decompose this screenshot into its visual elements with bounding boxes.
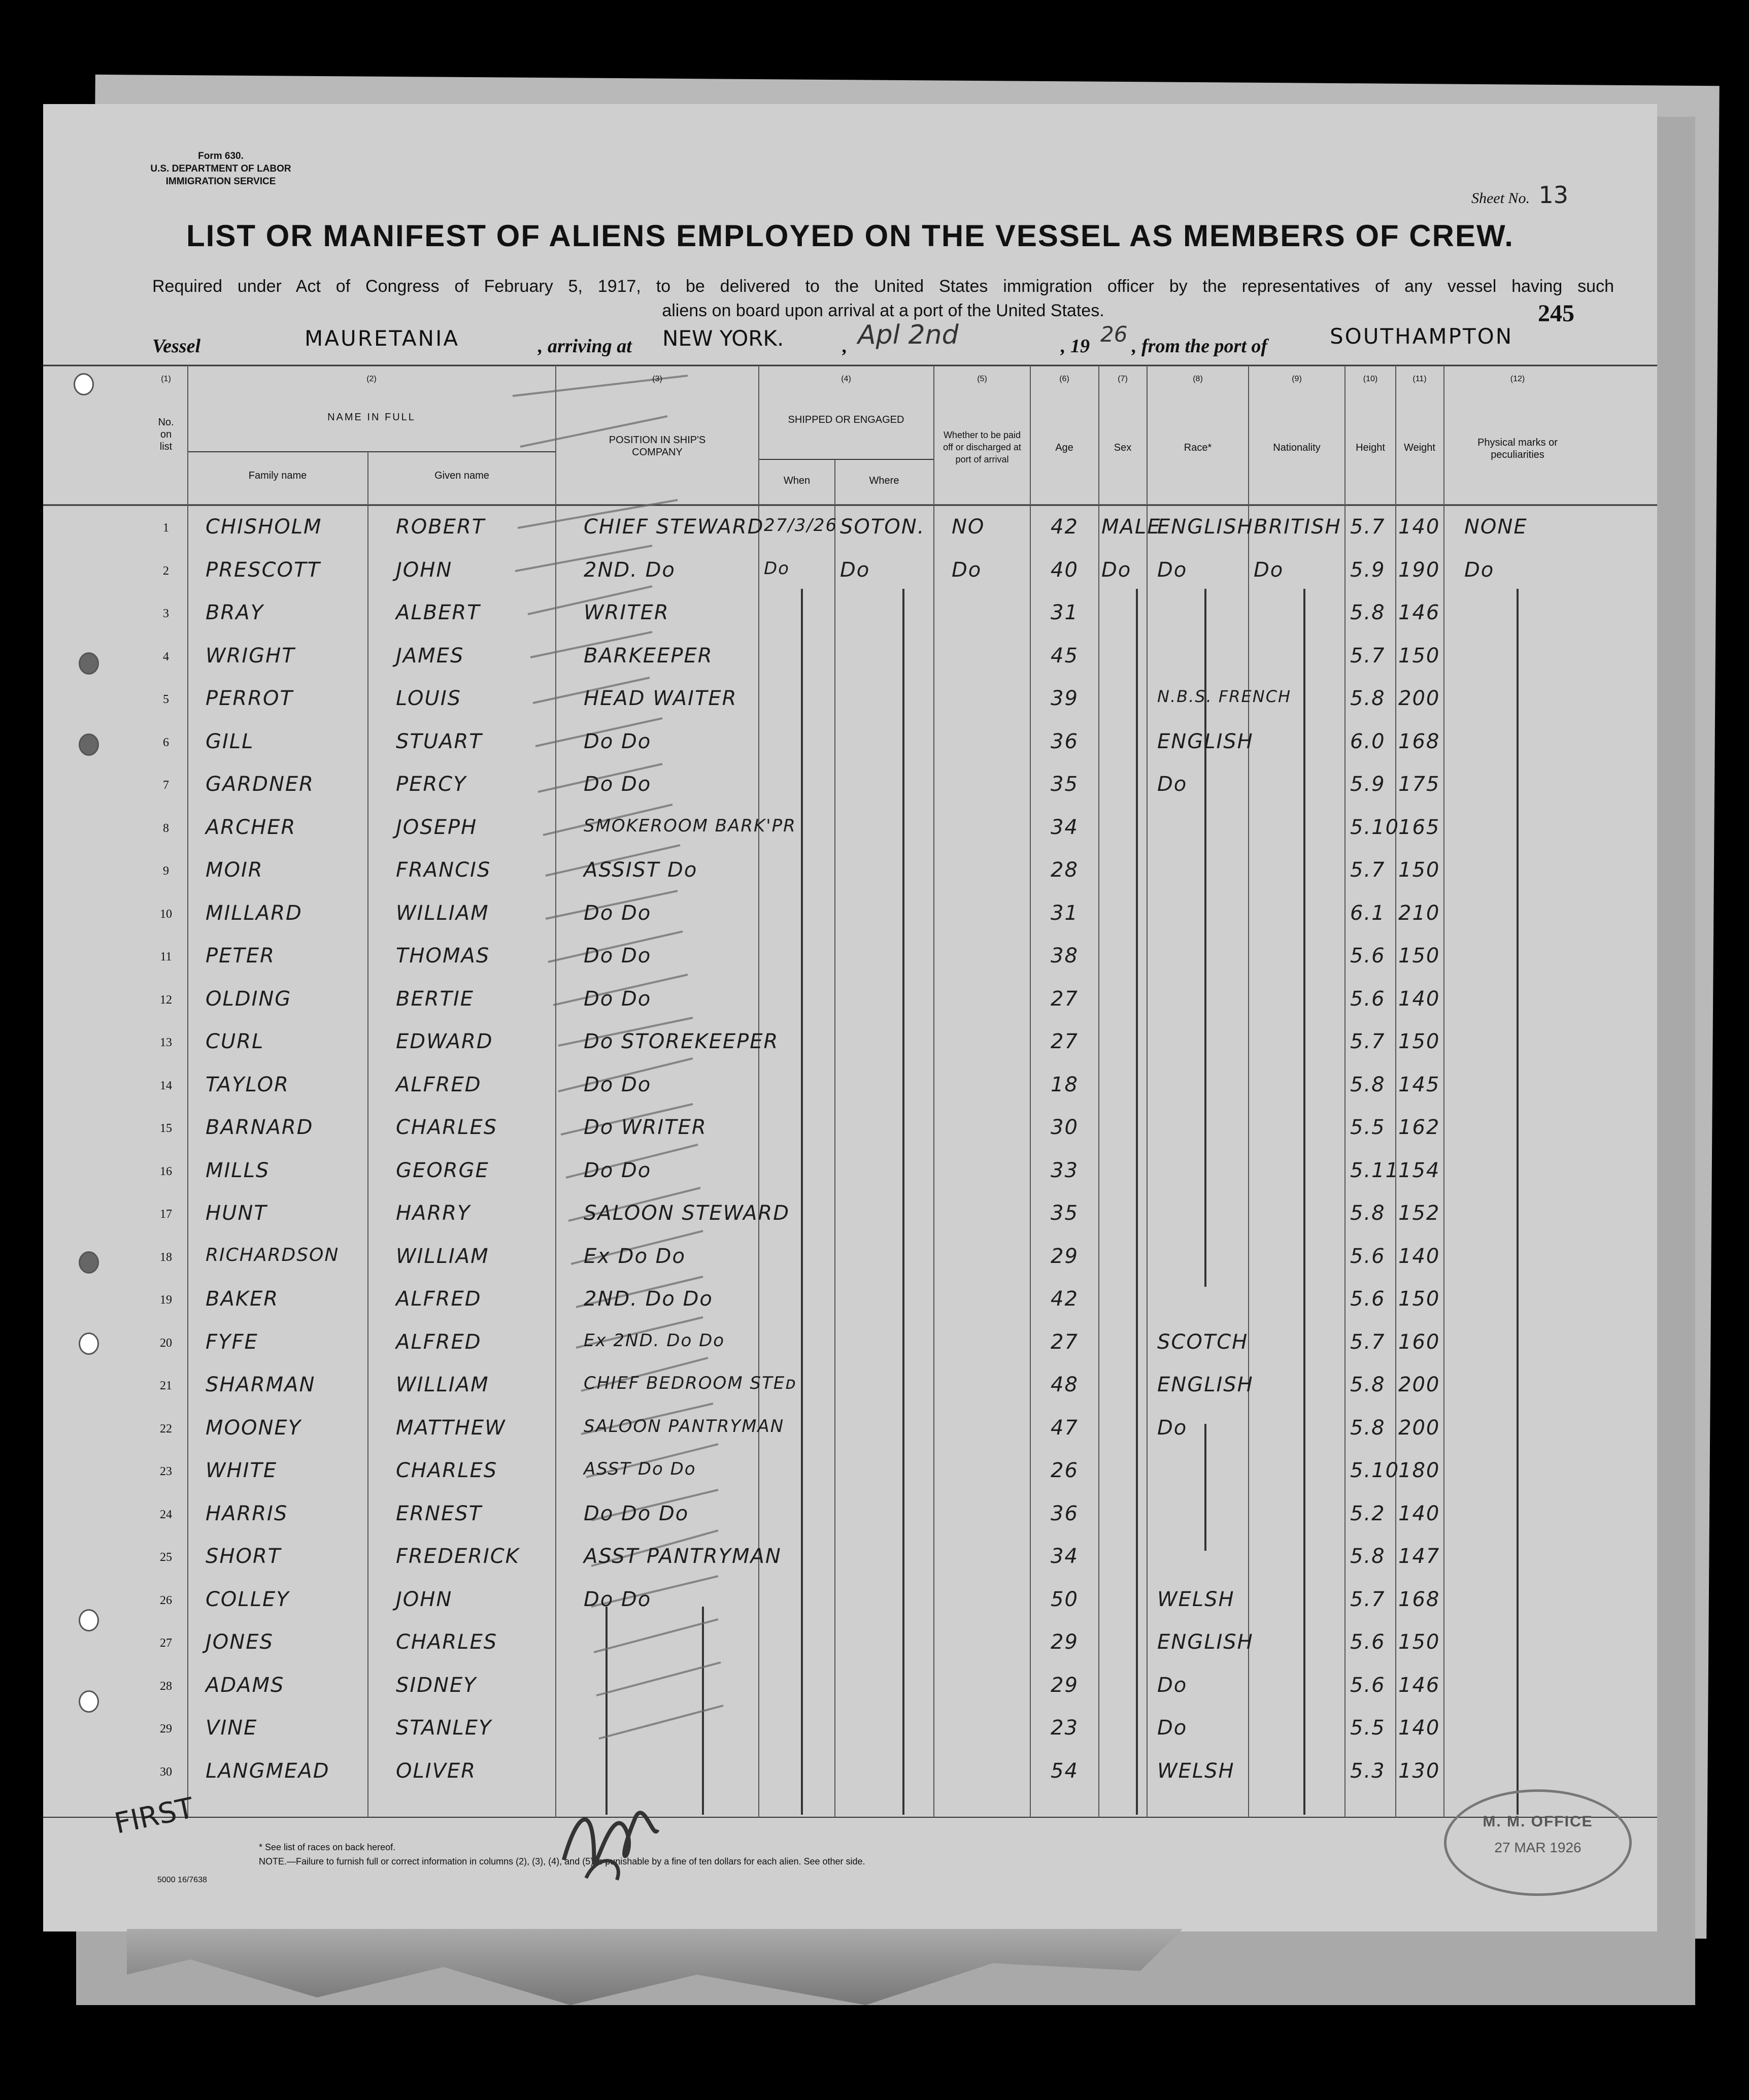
col-8-number: (8) (1193, 375, 1203, 383)
given-name: JOHN (396, 558, 453, 582)
position: 2ND. Do Do (584, 1287, 713, 1311)
row-number: 24 (160, 1508, 172, 1521)
family-name: TAYLOR (206, 1073, 289, 1096)
requirement-line-1: Required under Act of Congress of February 5, 1917, to be delivered to the United States immigration officer by the representatives of any vessel having such (152, 277, 1614, 296)
row-number: 30 (160, 1765, 172, 1779)
row-number: 22 (160, 1422, 172, 1436)
from-label: , from the port of (1132, 336, 1268, 357)
family-name: WRIGHT (206, 644, 295, 668)
family-name: BRAY (206, 601, 264, 624)
weight: 168 (1398, 1587, 1440, 1611)
footnote-note: NOTE.—Failure to furnish full or correct information in columns (2), (3), (4), and (5) is punishable by a fine of ten dollars for each alien. See other side. (259, 1856, 865, 1866)
weight: 150 (1398, 644, 1440, 668)
weight: 146 (1398, 1673, 1440, 1697)
height: 5.11 (1350, 1158, 1400, 1182)
weight: 150 (1398, 944, 1440, 968)
header-when: When (783, 475, 811, 486)
age: 33 (1051, 1158, 1079, 1182)
height: 5.7 (1350, 1330, 1386, 1354)
position: Do Do (584, 1158, 652, 1182)
family-name: HARRIS (206, 1502, 288, 1525)
height: 5.10 (1350, 1459, 1400, 1482)
given-name: FRANCIS (396, 858, 491, 882)
family-name: OLDING (206, 987, 292, 1011)
age: 28 (1051, 858, 1079, 882)
weight: 154 (1398, 1158, 1440, 1182)
header-weight: Weight (1404, 442, 1435, 453)
row-number: 23 (160, 1465, 172, 1478)
row-number: 15 (160, 1122, 172, 1135)
height: 5.6 (1350, 987, 1386, 1011)
weight: 165 (1398, 815, 1440, 839)
age: 27 (1051, 1330, 1079, 1354)
col-2-number: (2) (366, 375, 377, 383)
arriving-port: NEW YORK. (662, 326, 784, 351)
age: 31 (1051, 901, 1079, 925)
weight: 152 (1398, 1202, 1440, 1225)
weight: 140 (1398, 1716, 1440, 1740)
weight: 180 (1398, 1459, 1440, 1482)
header-where: Where (869, 475, 899, 486)
position: Do Do (584, 987, 652, 1011)
position: WRITER (584, 601, 669, 624)
signature-ink (545, 1769, 668, 1891)
weight: 146 (1398, 601, 1440, 624)
row-number: 5 (163, 693, 169, 706)
age: 27 (1051, 1030, 1079, 1053)
col-7-number: (7) (1118, 375, 1128, 383)
age: 26 (1051, 1459, 1079, 1482)
given-name: THOMAS (396, 944, 490, 968)
position: SALOON PANTRYMAN (584, 1416, 785, 1437)
weight: 200 (1398, 687, 1440, 710)
age: 18 (1051, 1073, 1079, 1096)
position: Do Do (584, 773, 652, 796)
print-code: 5000 16/7638 (157, 1876, 207, 1884)
age: 54 (1051, 1759, 1079, 1783)
punch-hole (79, 1332, 99, 1355)
year-value: 26 (1100, 322, 1128, 347)
height: 5.9 (1350, 558, 1386, 582)
age: 36 (1051, 1502, 1079, 1525)
family-name: COLLEY (206, 1587, 290, 1611)
row-number: 9 (163, 864, 169, 878)
family-name: SHORT (206, 1545, 282, 1568)
header-sex: Sex (1114, 442, 1132, 453)
position: CHIEF STEWARD (584, 515, 764, 539)
given-name: ALFRED (396, 1073, 482, 1096)
row-number: 11 (160, 950, 172, 963)
col-12-number: (12) (1510, 375, 1525, 383)
given-name: CHARLES (396, 1116, 498, 1139)
arrival-date: Apl 2nd (858, 320, 959, 350)
race: ENGLISH (1157, 1630, 1254, 1654)
col-3-number: (3) (652, 375, 662, 383)
height: 5.8 (1350, 1416, 1386, 1440)
weight: 140 (1398, 987, 1440, 1011)
race: Do (1157, 773, 1188, 796)
family-name: PERROT (206, 687, 293, 710)
col-10-number: (10) (1363, 375, 1378, 383)
age: 34 (1051, 815, 1079, 839)
header-family-name: Family name (248, 470, 307, 481)
family-name: WHITE (206, 1459, 278, 1482)
height: 6.0 (1350, 729, 1386, 753)
height: 5.6 (1350, 1244, 1386, 1268)
weight: 175 (1398, 773, 1440, 796)
age: 39 (1051, 687, 1079, 710)
family-name: LANGMEAD (206, 1759, 330, 1783)
position: ASSIST Do (584, 858, 698, 882)
given-name: GEORGE (396, 1158, 489, 1182)
height: 5.5 (1350, 1116, 1386, 1139)
height: 5.8 (1350, 1373, 1386, 1396)
given-name: FREDERICK (396, 1545, 520, 1568)
row-number: 13 (160, 1036, 172, 1049)
race: WELSH (1157, 1587, 1235, 1611)
row-number: 3 (163, 607, 169, 620)
weight: 168 (1398, 729, 1440, 753)
weight: 162 (1398, 1116, 1440, 1139)
height: 5.6 (1350, 1630, 1386, 1654)
position: BARKEEPER (584, 644, 713, 668)
age: 48 (1051, 1373, 1079, 1396)
paid-off: NO (952, 515, 985, 539)
row-number: 20 (160, 1336, 172, 1350)
race: WELSH (1157, 1759, 1235, 1783)
row-number: 18 (160, 1250, 172, 1264)
age: 42 (1051, 1287, 1079, 1311)
given-name: LOUIS (396, 687, 462, 710)
header-no-on-list: No. on list (158, 417, 174, 452)
position: Do WRITER (584, 1116, 707, 1139)
given-name: CHARLES (396, 1630, 498, 1654)
arriving-label: , arriving at (538, 336, 632, 357)
row-number: 26 (160, 1593, 172, 1607)
age: 45 (1051, 644, 1079, 668)
family-name: SHARMAN (206, 1373, 316, 1396)
height: 5.6 (1350, 944, 1386, 968)
punch-hole (79, 734, 99, 756)
punch-hole (79, 652, 99, 675)
header-race: Race* (1184, 442, 1212, 453)
height: 5.8 (1350, 1545, 1386, 1568)
margin-note: FIRST (111, 1791, 197, 1841)
family-name: GILL (206, 729, 254, 753)
punch-hole (79, 1690, 99, 1713)
stamp-number: 245 (1538, 300, 1574, 327)
footnote-races: * See list of races on back hereof. (259, 1842, 396, 1852)
position: Do Do (584, 1587, 652, 1611)
race: ENGLISH (1157, 515, 1254, 539)
family-name: RICHARDSON (206, 1244, 340, 1265)
height: 5.7 (1350, 1587, 1386, 1611)
weight: 130 (1398, 1759, 1440, 1783)
physical-marks: Do (1464, 558, 1495, 582)
family-name: HUNT (206, 1202, 267, 1225)
given-name: JOHN (396, 1587, 453, 1611)
paid-off: Do (952, 558, 982, 582)
given-name: WILLIAM (396, 1373, 489, 1396)
family-name: FYFE (206, 1330, 258, 1354)
age: 30 (1051, 1116, 1079, 1139)
family-name: ARCHER (206, 815, 296, 839)
row-number: 2 (163, 564, 169, 578)
seal-date: 27 MAR 1926 (1494, 1840, 1582, 1855)
height: 5.8 (1350, 601, 1386, 624)
family-name: MILLS (206, 1158, 270, 1182)
weight: 150 (1398, 1287, 1440, 1311)
race: ENGLISH (1157, 729, 1254, 753)
row-number: 6 (163, 736, 169, 749)
given-name: CHARLES (396, 1459, 498, 1482)
given-name: ERNEST (396, 1502, 483, 1525)
given-name: OLIVER (396, 1759, 476, 1783)
sheet-value: 13 (1538, 181, 1568, 209)
weight: 140 (1398, 515, 1440, 539)
family-name: CHISHOLM (206, 515, 322, 539)
age: 29 (1051, 1630, 1079, 1654)
height: 5.7 (1350, 644, 1386, 668)
given-name: WILLIAM (396, 1244, 489, 1268)
header-given-name: Given name (434, 470, 489, 481)
header-physical-marks: Physical marks or peculiarities (1477, 437, 1558, 460)
col-5-number: (5) (977, 375, 987, 383)
height: 5.10 (1350, 815, 1400, 839)
weight: 150 (1398, 1630, 1440, 1654)
height: 5.9 (1350, 773, 1386, 796)
nationality: Do (1254, 558, 1284, 582)
position: Do Do (584, 901, 652, 925)
height: 5.8 (1350, 1202, 1386, 1225)
position: Do STOREKEEPER (584, 1030, 779, 1053)
vessel-line: Vessel MAURETANIA , arriving at NEW YORK. , Apl 2nd , 19 26 , from the port of SOUTHAMPTON (152, 320, 1513, 357)
service: IMMIGRATION SERVICE (165, 176, 276, 187)
height: 5.2 (1350, 1502, 1386, 1525)
col-1-number: (1) (161, 375, 171, 383)
position: CHIEF BEDROOM STEᴅ (584, 1373, 797, 1393)
header-paid-off: Whether to be paid off or discharged at port of arrival (943, 430, 1021, 464)
given-name: ALBERT (396, 601, 481, 624)
race: Do (1157, 558, 1188, 582)
sex: Do (1101, 558, 1132, 582)
row-number: 16 (160, 1164, 172, 1178)
given-name: MATTHEW (396, 1416, 506, 1440)
position: Do Do Do (584, 1502, 689, 1525)
position: Ex 2ND. Do Do (584, 1330, 725, 1351)
row-number: 14 (160, 1079, 172, 1092)
row-number: 8 (163, 821, 169, 835)
position: Do Do (584, 944, 652, 968)
requirement-line-2: aliens on board upon arrival at a port of the United States. (662, 301, 1104, 320)
family-name: MOONEY (206, 1416, 302, 1440)
department: U.S. DEPARTMENT OF LABOR (150, 163, 291, 174)
position: ASST Do Do (584, 1459, 696, 1479)
row-number: 19 (160, 1293, 172, 1307)
row-number: 4 (163, 650, 169, 663)
family-name: PETER (206, 944, 275, 968)
age: 35 (1051, 773, 1079, 796)
given-name: ALFRED (396, 1287, 482, 1311)
row-number: 7 (163, 779, 169, 792)
header-age: Age (1055, 442, 1073, 453)
col-9-number: (9) (1292, 375, 1302, 383)
row-number: 21 (160, 1379, 172, 1392)
position: SALOON STEWARD (584, 1202, 790, 1225)
weight: 147 (1398, 1545, 1440, 1568)
weight: 140 (1398, 1244, 1440, 1268)
height: 5.7 (1350, 858, 1386, 882)
age: 50 (1051, 1587, 1079, 1611)
given-name: PERCY (396, 773, 467, 796)
family-name: MILLARD (206, 901, 302, 925)
punch-hole (79, 1609, 99, 1631)
family-name: PRESCOTT (206, 558, 321, 582)
height: 5.7 (1350, 1030, 1386, 1053)
age: 38 (1051, 944, 1079, 968)
weight: 210 (1398, 901, 1440, 925)
position: SMOKEROOM BARK'PR (584, 815, 796, 836)
family-name: BAKER (206, 1287, 279, 1311)
from-port: SOUTHAMPTON (1330, 324, 1513, 349)
age: 31 (1051, 601, 1079, 624)
age: 23 (1051, 1716, 1079, 1740)
seal-office: M. M. OFFICE (1483, 1813, 1593, 1830)
shipped-when: Do (764, 558, 790, 579)
given-name: EDWARD (396, 1030, 493, 1053)
col-6-number: (6) (1059, 375, 1069, 383)
office-seal (1444, 1789, 1632, 1896)
row-number: 27 (160, 1637, 172, 1650)
shipped-where: SOTON. (840, 515, 925, 539)
age: 40 (1051, 558, 1079, 582)
shipped-when: 27/3/26 (764, 515, 838, 536)
family-name: CURL (206, 1030, 264, 1053)
row-number: 25 (160, 1551, 172, 1564)
vessel-name: MAURETANIA (305, 326, 460, 351)
position: Do Do (584, 1073, 652, 1096)
height: 5.7 (1350, 515, 1386, 539)
given-name: WILLIAM (396, 901, 489, 925)
given-name: SIDNEY (396, 1673, 477, 1697)
col-11-number: (11) (1412, 375, 1427, 383)
manifest-page (43, 104, 1657, 1931)
weight: 160 (1398, 1330, 1440, 1354)
given-name: HARRY (396, 1202, 471, 1225)
sheet-label: Sheet No. (1471, 190, 1530, 207)
given-name: BERTIE (396, 987, 475, 1011)
age: 42 (1051, 515, 1079, 539)
height: 5.3 (1350, 1759, 1386, 1783)
weight: 190 (1398, 558, 1440, 582)
given-name: STUART (396, 729, 483, 753)
race: ENGLISH (1157, 1373, 1254, 1396)
height: 5.5 (1350, 1716, 1386, 1740)
weight: 150 (1398, 1030, 1440, 1053)
age: 36 (1051, 729, 1079, 753)
race: Do (1157, 1416, 1188, 1440)
family-name: BARNARD (206, 1116, 314, 1139)
weight: 150 (1398, 858, 1440, 882)
age: 27 (1051, 987, 1079, 1011)
form-number: Form 630. (198, 151, 244, 161)
age: 29 (1051, 1673, 1079, 1697)
height: 6.1 (1350, 901, 1386, 925)
sex: MALE (1101, 515, 1161, 539)
nationality: BRITISH (1254, 515, 1341, 539)
height: 5.8 (1350, 1073, 1386, 1096)
position: HEAD WAITER (584, 687, 737, 710)
race: Do (1157, 1716, 1188, 1740)
header-position: POSITION IN SHIP'S COMPANY (609, 435, 706, 458)
punch-hole (74, 373, 94, 395)
height: 5.6 (1350, 1673, 1386, 1697)
year-label: , 19 (1061, 336, 1090, 357)
family-name: GARDNER (206, 773, 314, 796)
given-name: ALFRED (396, 1330, 482, 1354)
vessel-label: Vessel (152, 336, 200, 357)
race: Do (1157, 1673, 1188, 1697)
col-4-number: (4) (841, 375, 851, 383)
given-name: JOSEPH (396, 815, 478, 839)
header-nationality: Nationality (1273, 442, 1321, 453)
position: ASST PANTRYMAN (584, 1545, 782, 1568)
weight: 200 (1398, 1416, 1440, 1440)
height: 5.8 (1350, 687, 1386, 710)
punch-hole (79, 1251, 99, 1274)
race: N.B.S. FRENCH (1157, 687, 1292, 706)
age: 47 (1051, 1416, 1079, 1440)
age: 34 (1051, 1545, 1079, 1568)
given-name: STANLEY (396, 1716, 492, 1740)
age: 35 (1051, 1202, 1079, 1225)
row-number: 28 (160, 1679, 172, 1693)
page-title: LIST OR MANIFEST OF ALIENS EMPLOYED ON THE VESSEL AS MEMBERS OF CREW. (186, 219, 1514, 253)
given-name: JAMES (396, 644, 464, 668)
weight: 145 (1398, 1073, 1440, 1096)
family-name: VINE (206, 1716, 258, 1740)
height: 5.6 (1350, 1287, 1386, 1311)
header-shipped: SHIPPED OR ENGAGED (788, 414, 904, 425)
race: SCOTCH (1157, 1330, 1249, 1354)
physical-marks: NONE (1464, 515, 1528, 539)
weight: 200 (1398, 1373, 1440, 1396)
row-number: 29 (160, 1722, 172, 1736)
family-name: JONES (206, 1630, 274, 1654)
row-number: 17 (160, 1208, 172, 1221)
row-number: 12 (160, 993, 172, 1007)
position: 2ND. Do (584, 558, 676, 582)
row-number: 10 (160, 907, 172, 921)
weight: 140 (1398, 1502, 1440, 1525)
family-name: ADAMS (206, 1673, 285, 1697)
header-height: Height (1356, 442, 1385, 453)
header-name-in-full: NAME IN FULL (327, 412, 416, 423)
shipped-where: Do (840, 558, 870, 582)
row-number: 1 (163, 521, 169, 535)
given-name: ROBERT (396, 515, 486, 539)
position: Ex Do Do (584, 1244, 686, 1268)
position: Do Do (584, 729, 652, 753)
family-name: MOIR (206, 858, 263, 882)
age: 29 (1051, 1244, 1079, 1268)
